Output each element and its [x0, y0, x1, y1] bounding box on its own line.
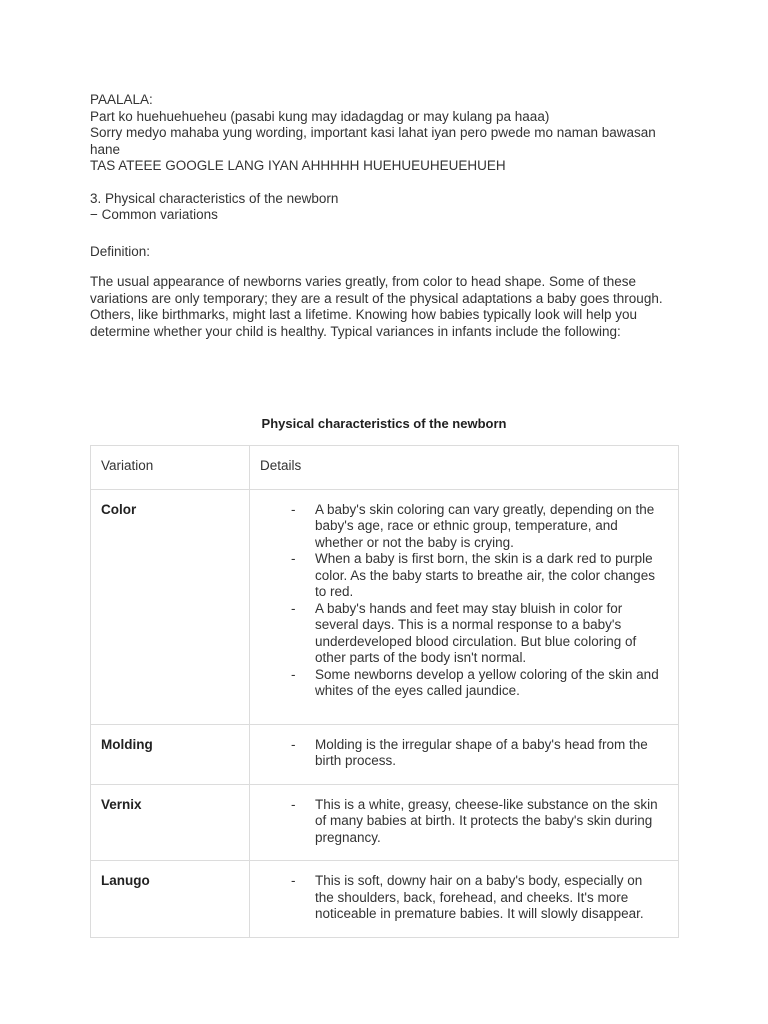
notes-line: hane [90, 141, 121, 157]
table-header-cell: Variation [91, 446, 250, 490]
details-list [260, 873, 668, 923]
details-list [260, 797, 668, 847]
details-item: - When a baby is first born, the skin is a dark red to purple color. As the baby starts to breathe air, the color changes to red. [304, 551, 660, 601]
table-header-cell: Details [250, 446, 679, 490]
section-subtitle: − Common variations [90, 207, 218, 222]
definition-paragraph [90, 274, 680, 340]
details-cell [250, 861, 679, 938]
section-title: 3. Physical characteristics of the newborn [90, 190, 339, 206]
details-item: - Some newborns develop a yellow coloring of the skin and whites of the eyes called jaundice. [304, 667, 660, 700]
definition-label: Definition: [90, 243, 151, 259]
details-list [260, 502, 668, 700]
table-row [91, 724, 679, 784]
notes-heading: PAALALA: [90, 92, 153, 107]
variation-cell: Color [91, 489, 250, 724]
details-cell [250, 724, 679, 784]
details-item: - A baby's skin coloring can vary greatly, depending on the baby's age, race or ethnic group, temperature, and whether or not the baby is crying. [304, 502, 660, 552]
variation-cell: Lanugo [91, 861, 250, 938]
definition-line: variations are only temporary; they are a result of the physical adaptations a baby goes through. [90, 290, 663, 306]
notes-line: TAS ATEEE GOOGLE LANG IYAN AHHHHH HUEHUEUHEUEHUEH [90, 158, 506, 173]
definition-line: determine whether your child is healthy. Typical variances in infants include the following: [90, 323, 621, 339]
details-item: - This is soft, downy hair on a baby's body, especially on the shoulders, back, forehead, and cheeks. It's more noticeable in premature babies. It will slowly disappear. [304, 873, 660, 923]
characteristics-table [90, 445, 679, 938]
table-row [91, 861, 679, 938]
notes-line: Sorry medyo mahaba yung wording, important kasi lahat iyan pero pwede mo naman bawasan [90, 125, 656, 140]
details-item: - This is a white, greasy, cheese-like substance on the skin of many babies at birth. It protects the baby's skin during pregnancy. [304, 797, 660, 847]
table-header-row [91, 446, 679, 490]
details-item: - A baby's hands and feet may stay bluish in color for several days. This is a normal response to a baby's underdeveloped blood circulation. But blue coloring of other parts of the body isn't normal. [304, 601, 660, 667]
details-list [260, 737, 668, 770]
table-title: Physical characteristics of the newborn [261, 416, 507, 431]
table-row [91, 784, 679, 861]
details-cell [250, 489, 679, 724]
definition-line: The usual appearance of newborns varies greatly, from color to head shape. Some of these [90, 274, 637, 289]
details-item: - Molding is the irregular shape of a baby's head from the birth process. [304, 737, 660, 770]
details-cell [250, 784, 679, 861]
table-row [91, 489, 679, 724]
definition-line: Others, like birthmarks, might last a lifetime. Knowing how babies typically look will help you [90, 307, 637, 322]
variation-cell: Molding [91, 724, 250, 784]
variation-cell: Vernix [91, 784, 250, 861]
document-body [90, 92, 680, 340]
notes-line: Part ko huehuehueheu (pasabi kung may idadagdag or may kulang pa haaa) [90, 108, 550, 124]
